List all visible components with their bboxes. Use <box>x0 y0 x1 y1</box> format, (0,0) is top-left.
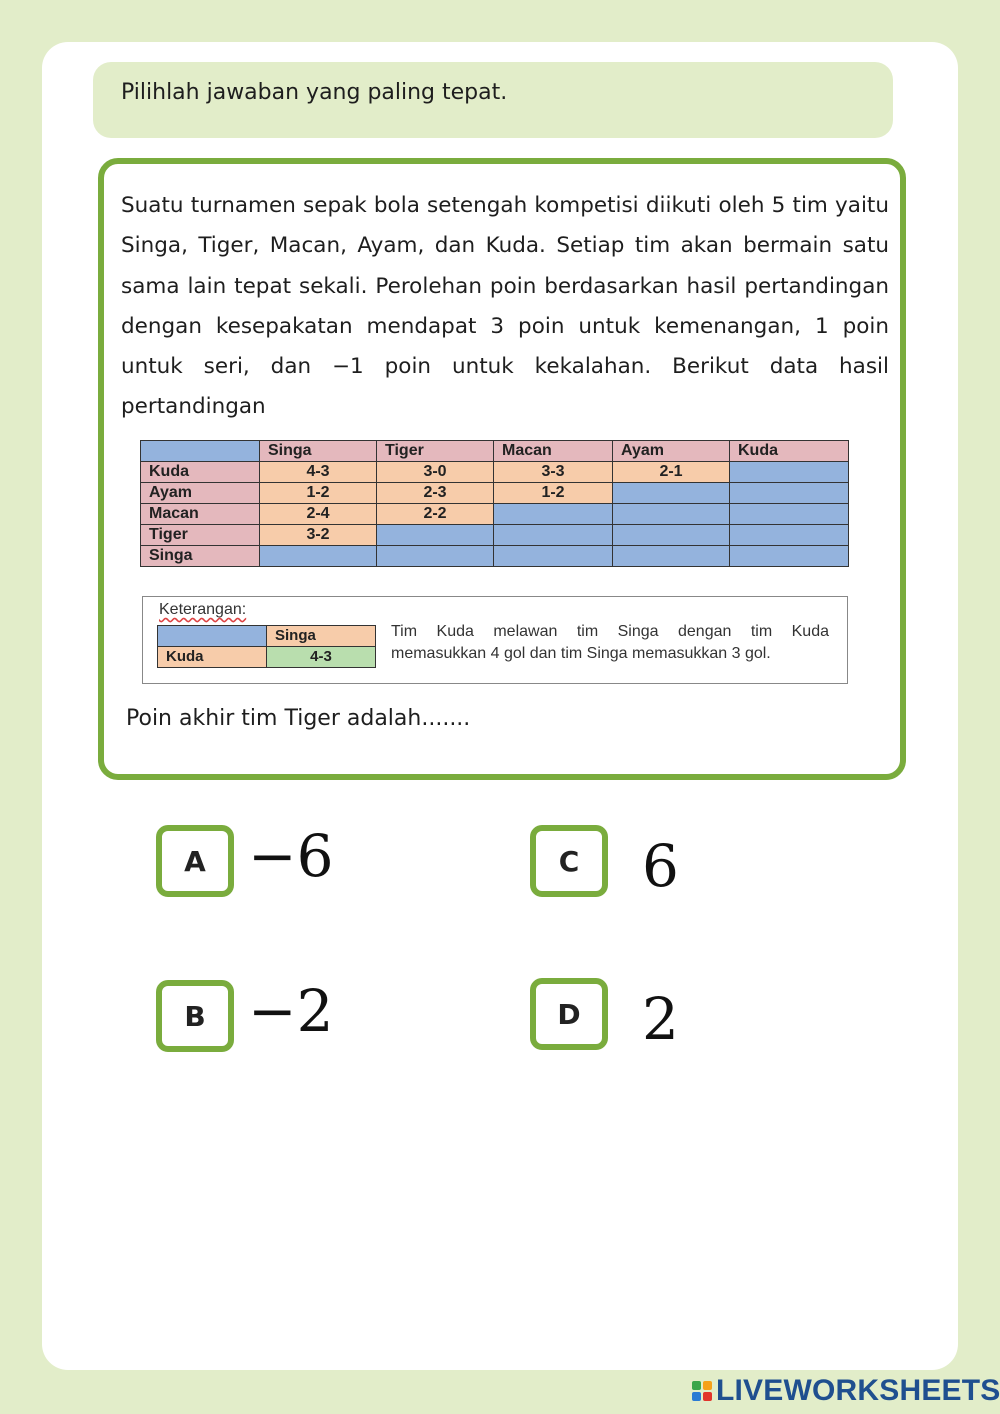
score-cell: 2-2 <box>377 504 494 525</box>
score-cell: 3-3 <box>494 462 613 483</box>
table-row <box>141 483 849 504</box>
option-c-letter[interactable]: C <box>530 825 608 897</box>
legend-description-line-1: Tim Kuda melawan tim Singa dengan tim Kuda <box>391 623 829 640</box>
score-cell: 1-2 <box>260 483 377 504</box>
results-row-label: Singa <box>141 546 260 567</box>
instruction-text: Pilihlah jawaban yang paling tepat. <box>121 80 508 105</box>
option-a-value: −6 <box>248 822 334 890</box>
empty-cell <box>730 504 849 525</box>
option-c[interactable] <box>530 825 679 900</box>
option-a-letter[interactable]: A <box>156 825 234 897</box>
score-cell: 3-2 <box>260 525 377 546</box>
table-row <box>158 626 376 647</box>
score-cell: 2-3 <box>377 483 494 504</box>
liveworksheets-logo-icon <box>692 1381 712 1401</box>
liveworksheets-brand[interactable] <box>692 1374 1000 1408</box>
empty-cell <box>613 504 730 525</box>
empty-cell <box>730 483 849 504</box>
legend-description-line-2: memasukkan 4 gol dan tim Singa memasukkan 3 gol. <box>391 645 771 662</box>
results-col-header: Tiger <box>377 441 494 462</box>
results-row-label: Ayam <box>141 483 260 504</box>
results-row-label: Macan <box>141 504 260 525</box>
legend-table <box>157 625 376 668</box>
table-row <box>141 462 849 483</box>
score-cell: 4-3 <box>260 462 377 483</box>
option-a[interactable] <box>156 822 334 897</box>
legend-box <box>142 596 848 684</box>
table-row <box>141 525 849 546</box>
score-cell: 3-0 <box>377 462 494 483</box>
option-d[interactable] <box>530 978 679 1053</box>
empty-cell <box>377 546 494 567</box>
empty-cell <box>613 483 730 504</box>
question-card <box>98 158 906 780</box>
table-row <box>158 647 376 668</box>
legend-title: Keterangan: <box>159 601 247 618</box>
option-c-value: 6 <box>642 832 679 900</box>
results-header-row <box>141 441 849 462</box>
legend-corner-cell <box>158 626 267 647</box>
score-cell: 2-4 <box>260 504 377 525</box>
table-row <box>141 504 849 525</box>
results-corner-cell <box>141 441 260 462</box>
logo-square <box>692 1381 701 1390</box>
instruction-banner <box>93 62 893 138</box>
empty-cell <box>494 525 613 546</box>
option-d-letter[interactable]: D <box>530 978 608 1050</box>
empty-cell <box>377 525 494 546</box>
score-cell: 2-1 <box>613 462 730 483</box>
option-b-value: −2 <box>248 977 334 1045</box>
option-d-value: 2 <box>642 985 679 1053</box>
legend-col-header: Singa <box>267 626 376 647</box>
empty-cell <box>730 525 849 546</box>
empty-cell <box>730 546 849 567</box>
table-row <box>141 546 849 567</box>
legend-score-cell: 4-3 <box>267 647 376 668</box>
empty-cell <box>730 462 849 483</box>
empty-cell <box>613 546 730 567</box>
results-col-header: Ayam <box>613 441 730 462</box>
option-b[interactable] <box>156 977 334 1052</box>
score-cell: 1-2 <box>494 483 613 504</box>
logo-square <box>703 1392 712 1401</box>
logo-square <box>703 1381 712 1390</box>
results-col-header: Singa <box>260 441 377 462</box>
empty-cell <box>613 525 730 546</box>
empty-cell <box>260 546 377 567</box>
brand-name: LIVEWORKSHEETS <box>716 1374 1000 1407</box>
results-row-label: Kuda <box>141 462 260 483</box>
question-paragraph: Suatu turnamen sepak bola setengah kompetisi diikuti oleh 5 tim yaitu Singa, Tiger, Macan, Ayam, dan Kuda. Setiap tim akan bermain satu sama lain tepat sekali. Perolehan poin berdasarkan hasil pertandingan dengan kesepakatan mendapat 3 poin untuk kemenangan, 1 poin untuk seri, dan −1 poin untuk kekalahan. Berikut data hasil pertandingan <box>121 193 889 420</box>
legend-row-label: Kuda <box>158 647 267 668</box>
question-prompt: Poin akhir tim Tiger adalah....... <box>126 706 471 731</box>
results-col-header: Kuda <box>730 441 849 462</box>
results-table <box>140 440 849 567</box>
empty-cell <box>494 504 613 525</box>
logo-square <box>692 1392 701 1401</box>
option-b-letter[interactable]: B <box>156 980 234 1052</box>
empty-cell <box>494 546 613 567</box>
results-col-header: Macan <box>494 441 613 462</box>
results-row-label: Tiger <box>141 525 260 546</box>
